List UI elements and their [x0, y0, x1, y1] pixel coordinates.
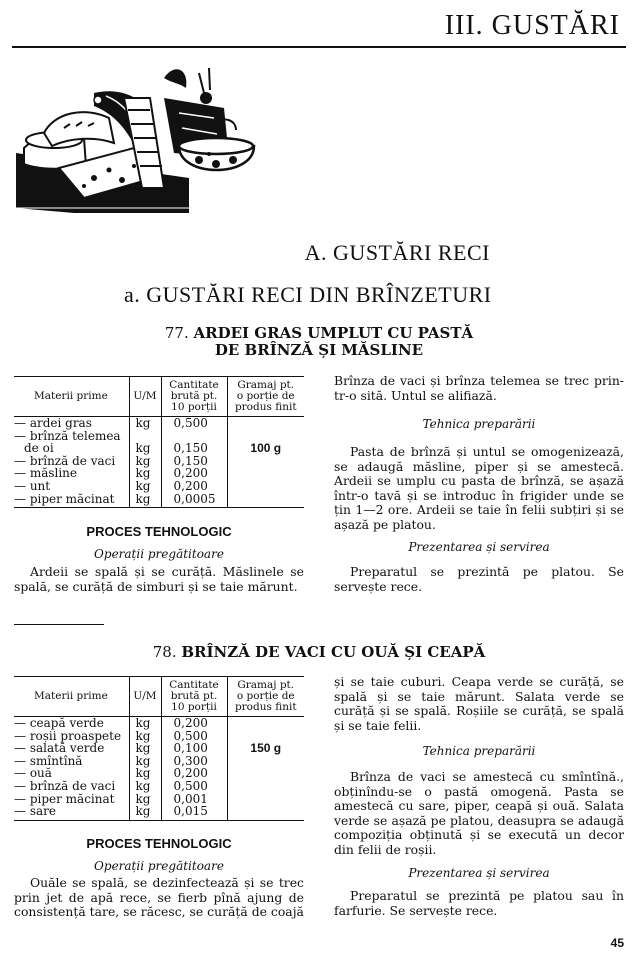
portion-weight: 100 g [227, 442, 304, 455]
recipe-78-title [0, 643, 638, 661]
recipe-77-title [0, 324, 638, 342]
recipe-number: 78. [152, 643, 177, 661]
table-row: — brînză de vaci kg 0,500 [14, 780, 304, 793]
ingredients-table-77 [14, 376, 304, 508]
table-row: — măsline kg 0,200 [14, 467, 304, 480]
table-row: — ouă kg 0,200 [14, 767, 304, 780]
recipe-separator [14, 624, 104, 625]
chapter-title: III. GUSTĂRI [444, 10, 620, 41]
section-heading-a: A. GUSTĂRI RECI [304, 240, 490, 265]
tech-subheading-77: Tehnica preparării [422, 417, 536, 431]
food-illustration [14, 58, 264, 218]
table-row: — smîntînă kg 0,300 [14, 755, 304, 768]
col-header-cantitate: Cantitate brută pt. 10 porții [161, 377, 227, 417]
proces-heading-77: PROCES TEHNOLOGIC [86, 524, 232, 539]
ingredients-table-78 [14, 676, 304, 821]
serv-text-77: Preparatul se prezintă pe platou. Se servește rece. [334, 564, 624, 594]
tech-subheading-78: Tehnica preparării [422, 744, 536, 758]
recipe-number: 77. [164, 324, 189, 342]
table-row: — ceapă verde kg 0,200 [14, 717, 304, 730]
table-row: — salată verde kg 0,100 150 g [14, 742, 304, 755]
tech-text-77: Pasta de brînză și untul se omogenizează, se adaugă măsline, piper și se amestecă. Ardeii se umplu cu pasta de brînză, se așază într-o tavă și se introduc în frigider unde se țin 1—2 ore. Ardeii se taie în felii subțiri și se așază pe platou. [334, 444, 624, 532]
col-header-materii: Materii prime [14, 677, 129, 717]
col-header-gramaj: Gramaj pt. o porție de produs finit [227, 677, 304, 717]
table-row: — sare kg 0,015 [14, 805, 304, 820]
table-row: — roșii proaspete kg 0,500 [14, 730, 304, 743]
recipe-title-line2: DE BRÎNZĂ ȘI MĂSLINE [214, 341, 424, 359]
col-header-gramaj: Gramaj pt. o porție de produs finit [227, 377, 304, 417]
header-rule [12, 46, 626, 48]
table-row: — brînză de vaci kg 0,150 [14, 455, 304, 468]
serv-subheading-77: Prezentarea și servirea [408, 540, 550, 554]
op-subheading-77: Operații pregătitoare [94, 547, 224, 561]
op-subheading-78: Operații pregătitoare [94, 859, 224, 873]
page-number: 45 [610, 936, 624, 950]
recipe-title-line1: ARDEI GRAS UMPLUT CU PASTĂ [193, 324, 474, 342]
table-row: — piper măcinat kg 0,001 [14, 793, 304, 806]
recipe-77-title-line2 [0, 341, 638, 359]
section-heading-b: a. GUSTĂRI RECI DIN BRÎNZETURI [124, 282, 492, 307]
recipe-title-line1: BRÎNZĂ DE VACI CU OUĂ ȘI CEAPĂ [181, 643, 486, 661]
serv-text-78: Preparatul se prezintă pe platou sau în farfurie. Se servește rece. [334, 888, 624, 918]
table-row: — brînză telemea [14, 430, 304, 443]
table-row: — unt kg 0,200 [14, 480, 304, 493]
col-header-materii: Materii prime [14, 377, 129, 417]
op-text-77: Ardeii se spală și se curăță. Măslinele se spală, se curăță de simburi și se taie mărunt. [14, 564, 304, 594]
table-row: de oi kg 0,150 100 g [14, 442, 304, 455]
portion-weight: 150 g [227, 742, 304, 755]
intro-text-77: Brînza de vaci și brînza telemea se trec prin-tr-o sită. Untul se alifiază. [334, 373, 624, 403]
col-header-cantitate: Cantitate brută pt. 10 porții [161, 677, 227, 717]
table-row: — ardei gras kg 0,500 [14, 417, 304, 430]
col-header-um: U/M [129, 377, 161, 417]
col-header-um: U/M [129, 677, 161, 717]
serv-subheading-78: Prezentarea și servirea [408, 866, 550, 880]
tech-text-78: Brînza de vaci se amestecă cu smîntînă., obținîndu-se o pastă omogenă. Pasta se amestecă cu sare, piper, ceapă și ouă. Salata verde se așază pe platou, deasupra se adaugă compoziția obținută și se execută un decor din felii de roșii. [334, 769, 624, 857]
op-text-78: Ouăle se spală, se dezinfectează și se trec prin jet de apă rece, se fierb pînă ajung de consistență tare, se răcesc, se curăță de coajă [14, 875, 304, 920]
table-row: — piper măcinat kg 0,0005 [14, 493, 304, 508]
proces-heading-78: PROCES TEHNOLOGIC [86, 836, 232, 851]
intro-text-78: și se taie cuburi. Ceapa verde se curăță, se spală și se taie mărunt. Salata verde se curăță și se spală. Roșiile se curăță, se spală și se taie felii. [334, 674, 624, 733]
